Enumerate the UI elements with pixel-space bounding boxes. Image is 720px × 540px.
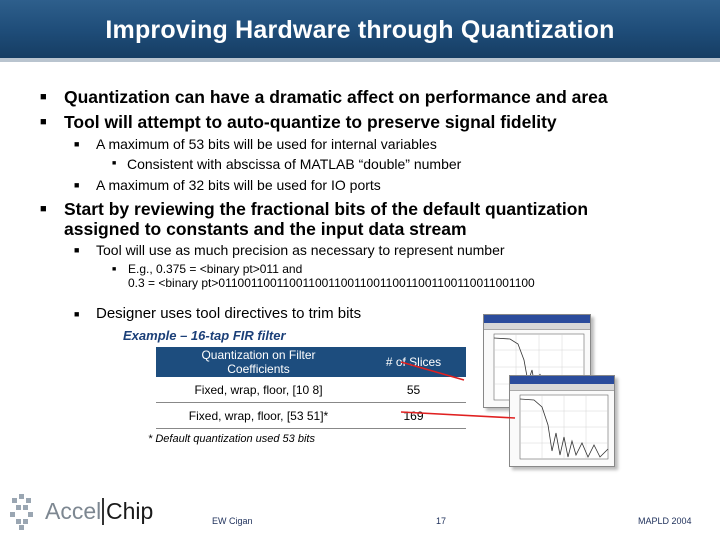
- footer-author: EW Cigan: [212, 516, 253, 526]
- slide-title: Improving Hardware through Quantization: [105, 16, 615, 44]
- bullet-review-bits-line1: Start by reviewing the fractional bits of the default quantization: [64, 199, 589, 219]
- red-arrow-icon: [401, 362, 464, 380]
- square-bullet-icon: ■: [40, 116, 47, 128]
- header-line: Quantization on Filter: [201, 348, 316, 362]
- bullet-internal-bits: A maximum of 53 bits will be used for internal variables: [96, 136, 437, 152]
- square-bullet-icon: ■: [74, 180, 80, 190]
- accelchip-logo: [8, 492, 154, 532]
- table-cell-quant: Fixed, wrap, floor, [10 8]: [156, 377, 361, 403]
- logo-text-accel: Accel: [45, 498, 102, 524]
- square-bullet-icon: ■: [74, 309, 80, 319]
- bullet-quantization: Quantization can have a dramatic affect on performance and area: [64, 87, 608, 107]
- bullet-matlab-double: Consistent with abscissa of MATLAB “double” number: [127, 156, 462, 172]
- bullet-review-bits-line2: assigned to constants and the input data stream: [64, 219, 467, 239]
- header-line: Coefficients: [227, 362, 290, 376]
- square-bullet-icon: ■: [112, 160, 117, 167]
- bullet-precision: Tool will use as much precision as necessary to represent number: [96, 242, 505, 258]
- table-cell-quant: Fixed, wrap, floor, [53 51]*: [156, 403, 361, 429]
- bullet-example-line1: E.g., 0.375 = <binary pt>011 and: [128, 262, 303, 276]
- square-bullet-icon: ■: [40, 91, 47, 103]
- example-caption: Example – 16-tap FIR filter: [123, 328, 286, 343]
- bullet-auto-quantize: Tool will attempt to auto-quantize to preserve signal fidelity: [64, 112, 557, 132]
- footer-event: MAPLD 2004: [638, 516, 692, 526]
- accelchip-logo-icon: [8, 492, 48, 532]
- footer-page-number: 17: [436, 516, 447, 526]
- bullet-directives: Designer uses tool directives to trim bits: [96, 305, 362, 322]
- square-bullet-icon: ■: [112, 266, 117, 273]
- bullet-example-line2: 0.3 = <binary pt>0110011001100110011001100110011001100110011001100: [128, 276, 535, 290]
- table-header-slices: # of Slices: [361, 347, 466, 377]
- table-cell-slices: 169: [361, 403, 466, 429]
- logo-text-chip: Chip: [102, 498, 153, 525]
- table-cell-slices: 55: [361, 377, 466, 403]
- footnote: * Default quantization used 53 bits: [148, 433, 315, 445]
- square-bullet-icon: ■: [40, 203, 47, 215]
- red-arrow-icon: [401, 412, 515, 418]
- square-bullet-icon: ■: [74, 245, 80, 255]
- square-bullet-icon: ■: [74, 139, 80, 149]
- bullet-io-bits: A maximum of 32 bits will be used for IO ports: [96, 177, 381, 193]
